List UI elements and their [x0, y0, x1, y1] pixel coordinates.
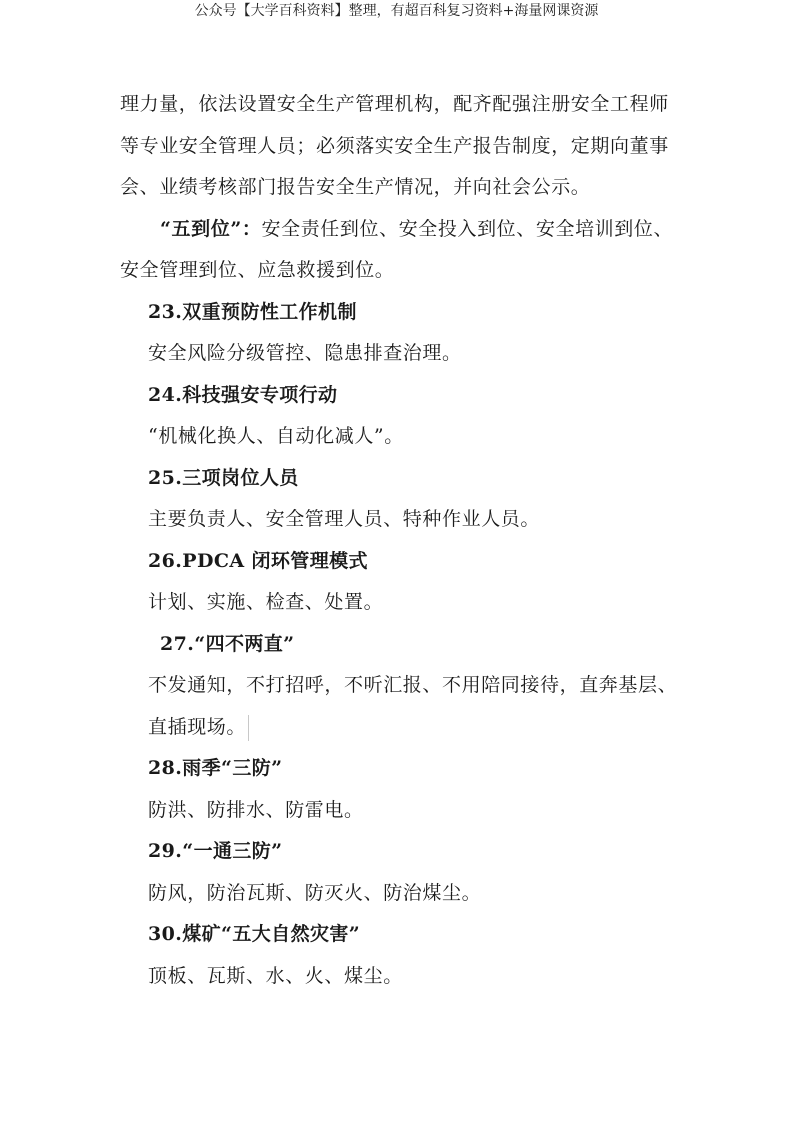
item-heading-26: 26.PDCA 闭环管理模式: [148, 549, 368, 572]
item-heading-23: 23.双重预防性工作机制: [148, 300, 357, 323]
item-body-29: 防风，防治瓦斯、防灭火、防治煤尘。: [148, 881, 482, 904]
item-heading-27: 27.“四不两直”: [160, 632, 295, 655]
paragraph-line: 会、业绩考核部门报告安全生产情况，并向社会公示。: [120, 176, 591, 198]
five-in-place-paragraph: [120, 209, 680, 251]
paragraph-line: 理力量，依法设置安全生产管理机构，配齐配强注册安全工程师: [120, 93, 669, 115]
item-heading-24: 24.科技强安专项行动: [148, 383, 338, 406]
item-body-24: “机械化换人、自动化减人”。: [148, 425, 404, 447]
document-body: [120, 84, 680, 997]
item-heading-28: 28.雨季“三防”: [148, 757, 283, 779]
item-body-26: 计划、实施、检查、处置。: [148, 591, 384, 613]
item-body-30: 顶板、瓦斯、水、火、煤尘。: [148, 964, 403, 987]
item-body-28: 防洪、防排水、防雷电。: [148, 798, 364, 821]
text-cursor: [248, 715, 249, 741]
item-heading-30: 30.煤矿“五大自然灾害”: [148, 923, 361, 945]
item-heading-29: 29.“一通三防”: [148, 840, 283, 862]
paragraph-line: 安全管理到位、应急救援到位。: [120, 259, 395, 281]
item-body-27-text: 直插现场。: [148, 715, 247, 738]
item-body-23: 安全风险分级管控、隐患排查治理。: [148, 342, 462, 364]
paragraph-line: 等专业安全管理人员；必须落实安全生产报告制度，定期向董事: [120, 134, 669, 157]
item-heading-25: 25.三项岗位人员: [148, 466, 299, 489]
item-body-27-cont: [120, 707, 680, 749]
item-body-25: 主要负责人、安全管理人员、特种作业人员。: [148, 508, 541, 530]
five-in-place-text: 安全责任到位、安全投入到位、安全培训到位、: [261, 217, 674, 240]
page-header: 公众号【大学百科资料】整理，有超百科复习资料+海量网课资源: [194, 3, 599, 19]
item-body-27: 不发通知，不打招呼，不听汇报、不用陪同接待，直奔基层、: [148, 674, 678, 696]
five-in-place-label: “五到位”：: [160, 217, 262, 240]
